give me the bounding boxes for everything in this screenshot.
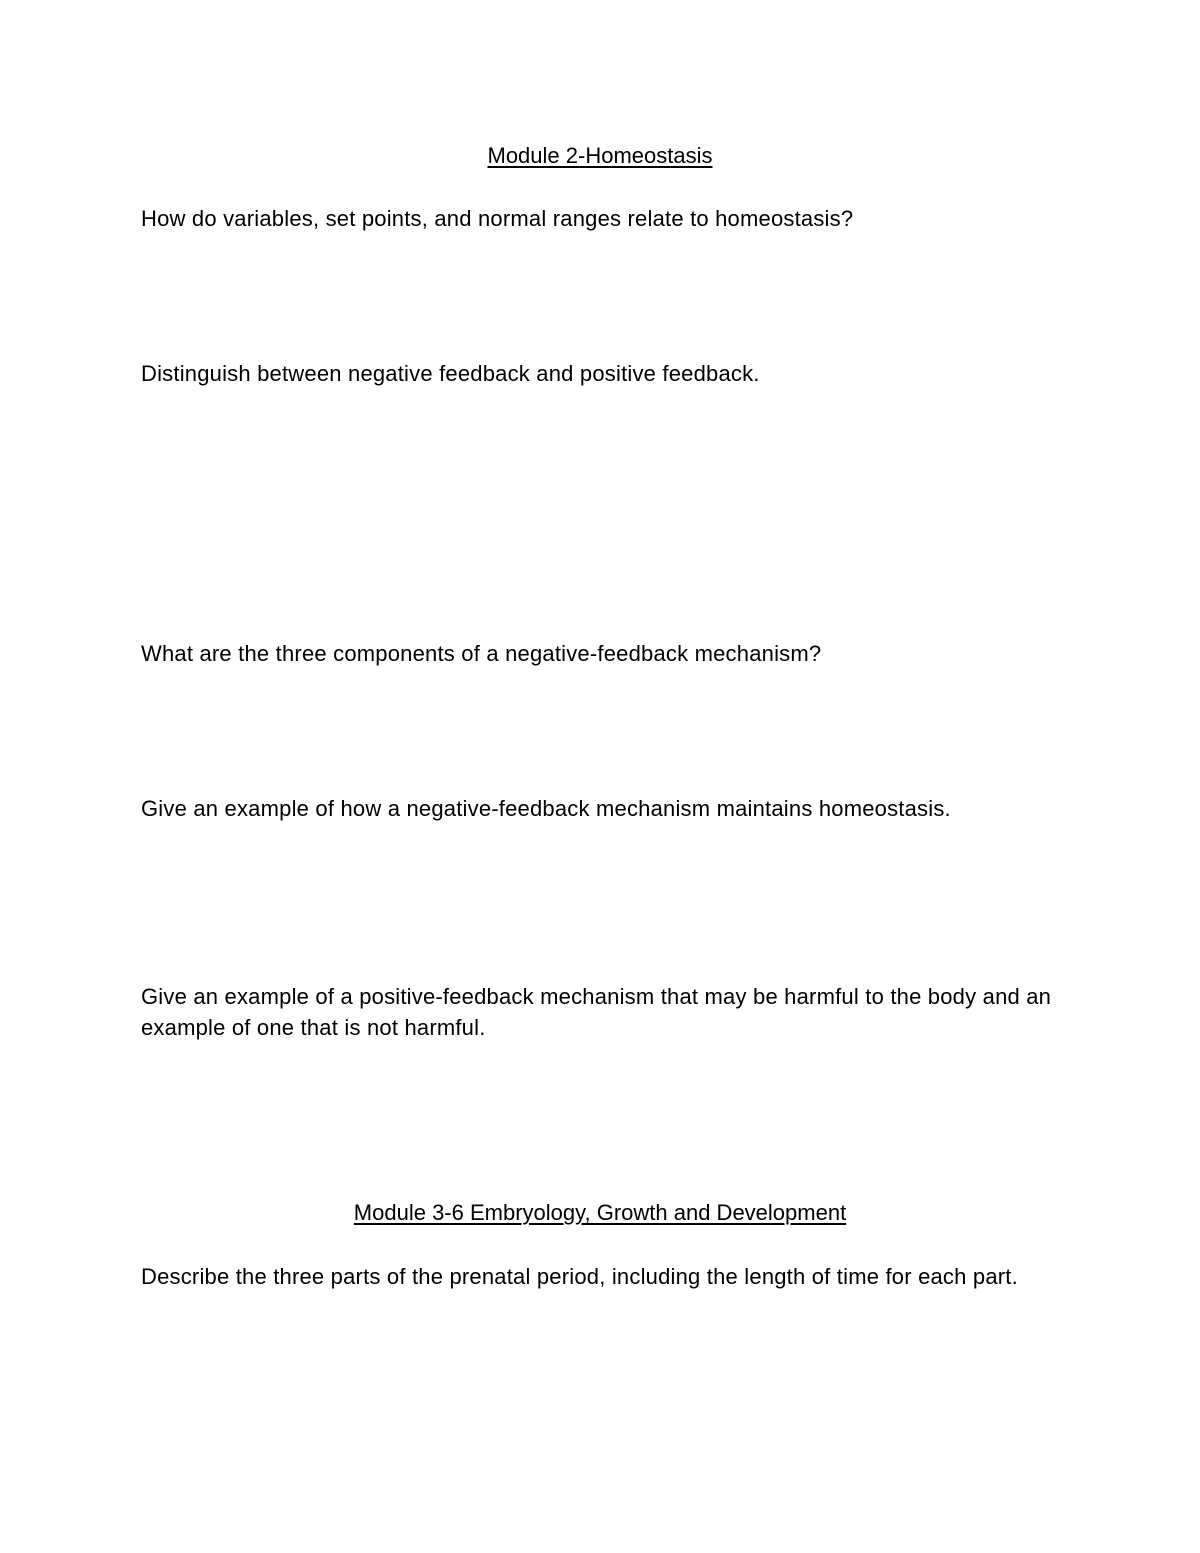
question-prenatal-period: Describe the three parts of the prenatal period, including the length of time for each part. [141, 1264, 1018, 1289]
question-negative-feedback-example: Give an example of how a negative-feedback mechanism maintains homeostasis. [141, 796, 951, 821]
question-negative-vs-positive-feedback: Distinguish between negative feedback and positive feedback. [141, 361, 760, 386]
question-positive-feedback-example: Give an example of a positive-feedback mechanism that may be harmful to the body and an example of one that is not harmful. [141, 984, 1052, 1040]
question-three-components: What are the three components of a negative-feedback mechanism? [141, 641, 822, 666]
module-2-heading: Module 2-Homeostasis [487, 143, 713, 168]
question-variables-set-points: How do variables, set points, and normal ranges relate to homeostasis? [141, 206, 854, 231]
module-3-6-heading: Module 3-6 Embryology, Growth and Development [353, 1200, 847, 1225]
